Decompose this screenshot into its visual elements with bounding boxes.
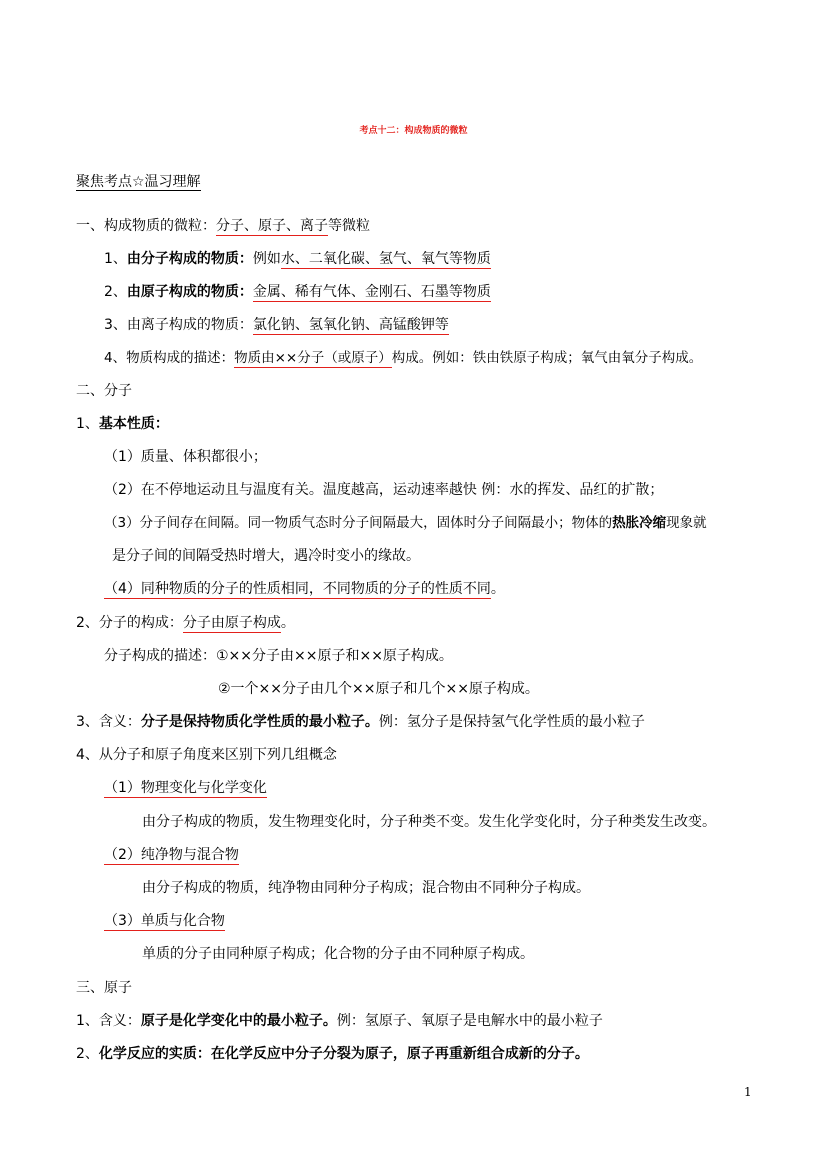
s2-property-4-tail: 。 [490,581,505,597]
concept-1-text: 由分子构成的物质，发生物理变化时，分子种类不变。发生化学变化时，分子种类发生改变。 [142,814,716,830]
concept-1-title [104,778,267,798]
s3-meaning [76,1011,603,1031]
section-heading [76,172,201,192]
s2-property-3-text: （3）分子间存在间隔。同一物质气态时分子间隔最大，固体时分子间隔最小；物体的 [104,515,613,531]
s2-description-2: ②一个××分子由几个××原子和几个××原子构成。 [218,681,539,697]
s1-intro [76,216,370,236]
s2-meaning-tail: 例：氢分子是保持氢气化学性质的最小粒子 [378,714,645,730]
s1-item-3-underlined: 氯化钠、氢氧化钠、高锰酸钾等 [252,317,449,333]
s1-item-3-text: 3、由离子构成的物质： [104,317,253,333]
s1-item-1 [104,249,491,269]
s2-property-3-tail: 现象就 [666,515,707,531]
section-heading-text: 聚焦考点☆温习理解 [76,174,201,190]
page-title: 考点十二：构成物质的微粒 [359,126,468,136]
s1-item-2 [104,282,491,302]
concept-2-title-text: （2）纯净物与混合物 [104,847,239,863]
s2-property-3-bold: 热胀冷缩 [612,515,667,531]
concept-2-text: 由分子构成的物质，纯净物由同种分子构成；混合物由不同种分子构成。 [142,880,590,896]
s2-meaning-num: 3、含义： [76,714,141,730]
s2-property-3 [104,513,707,533]
s2-composition-underlined: 分子由原子构成 [182,615,281,631]
s1-item-2-bold: 由原子构成的物质： [126,284,253,300]
s3-essence-num: 2、 [76,1046,99,1062]
concept-1-title-text: （1）物理变化与化学变化 [104,780,267,796]
s2-meaning [76,712,645,732]
s2-property-1: （1）质量、体积都很小； [104,449,267,465]
s2-basic-num: 1、 [76,416,99,432]
s1-intro-underlined: 分子、原子、离子 [216,218,328,234]
s1-item-2-num: 2、 [104,284,127,300]
concept-3-title [104,911,225,931]
s3-meaning-tail: 例：氢原子、氧原子是电解水中的最小粒子 [336,1013,603,1029]
s3-essence [76,1044,589,1064]
concept-3-title-text: （3）单质与化合物 [104,913,225,929]
page-number: 1 [744,1085,752,1099]
s1-item-4-text: 4、物质构成的描述： [104,350,235,366]
s1-intro-label: 一、构成物质的微粒： [76,218,216,234]
s3-heading: 三、原子 [76,980,132,996]
s2-composition-tail: 。 [280,615,295,631]
s2-property-3-cont: 是分子间的间隔受热时增大，遇冷时变小的缘故。 [112,548,420,564]
s1-item-1-text: 例如 [252,251,281,267]
s1-item-1-underlined: 水、二氧化碳、氢气、氧气等物质 [280,251,491,267]
s3-meaning-num: 1、含义： [76,1013,141,1029]
s2-composition-label: 2、分子的构成： [76,615,183,631]
s3-meaning-bold: 原子是化学变化中的最小粒子。 [140,1013,337,1029]
s3-essence-bold: 化学反应的实质：在化学反应中分子分裂为原子，原子再重新组合成新的分子。 [98,1046,589,1062]
s2-basic-bold: 基本性质： [98,416,169,432]
s2-description-1: 分子构成的描述：①××分子由××原子和××原子构成。 [104,648,453,664]
s1-item-4-underlined: 物质由××分子（或原子） [234,350,392,366]
s1-item-3 [104,315,449,335]
s1-item-1-num: 1、 [104,251,127,267]
concept-3-text: 单质的分子由同种原子构成；化合物的分子由不同种原子构成。 [142,946,534,962]
s2-property-4-underlined: （4）同种物质的分子的性质相同，不同物质的分子的性质不同 [104,581,491,597]
s2-distinguish: 4、从分子和原子角度来区别下列几组概念 [76,747,337,763]
s2-basic [76,414,169,434]
s2-property-2: （2）在不停地运动且与温度有关。温度越高，运动速率越快 例：水的挥发、品红的扩散； [104,482,664,498]
s1-item-2-underlined: 金属、稀有气体、金刚石、石墨等物质 [252,284,491,300]
s2-property-4 [104,579,505,599]
s2-composition [76,613,295,633]
s1-intro-tail: 等微粒 [328,218,370,234]
s1-item-4 [104,348,702,368]
s1-item-1-bold: 由分子构成的物质： [126,251,253,267]
s1-item-4-tail: 构成。例如：铁由铁原子构成；氧气由氧分子构成。 [391,350,703,366]
concept-2-title [104,845,239,865]
s2-heading: 二、分子 [76,383,132,399]
s2-meaning-bold: 分子是保持物质化学性质的最小粒子。 [140,714,379,730]
